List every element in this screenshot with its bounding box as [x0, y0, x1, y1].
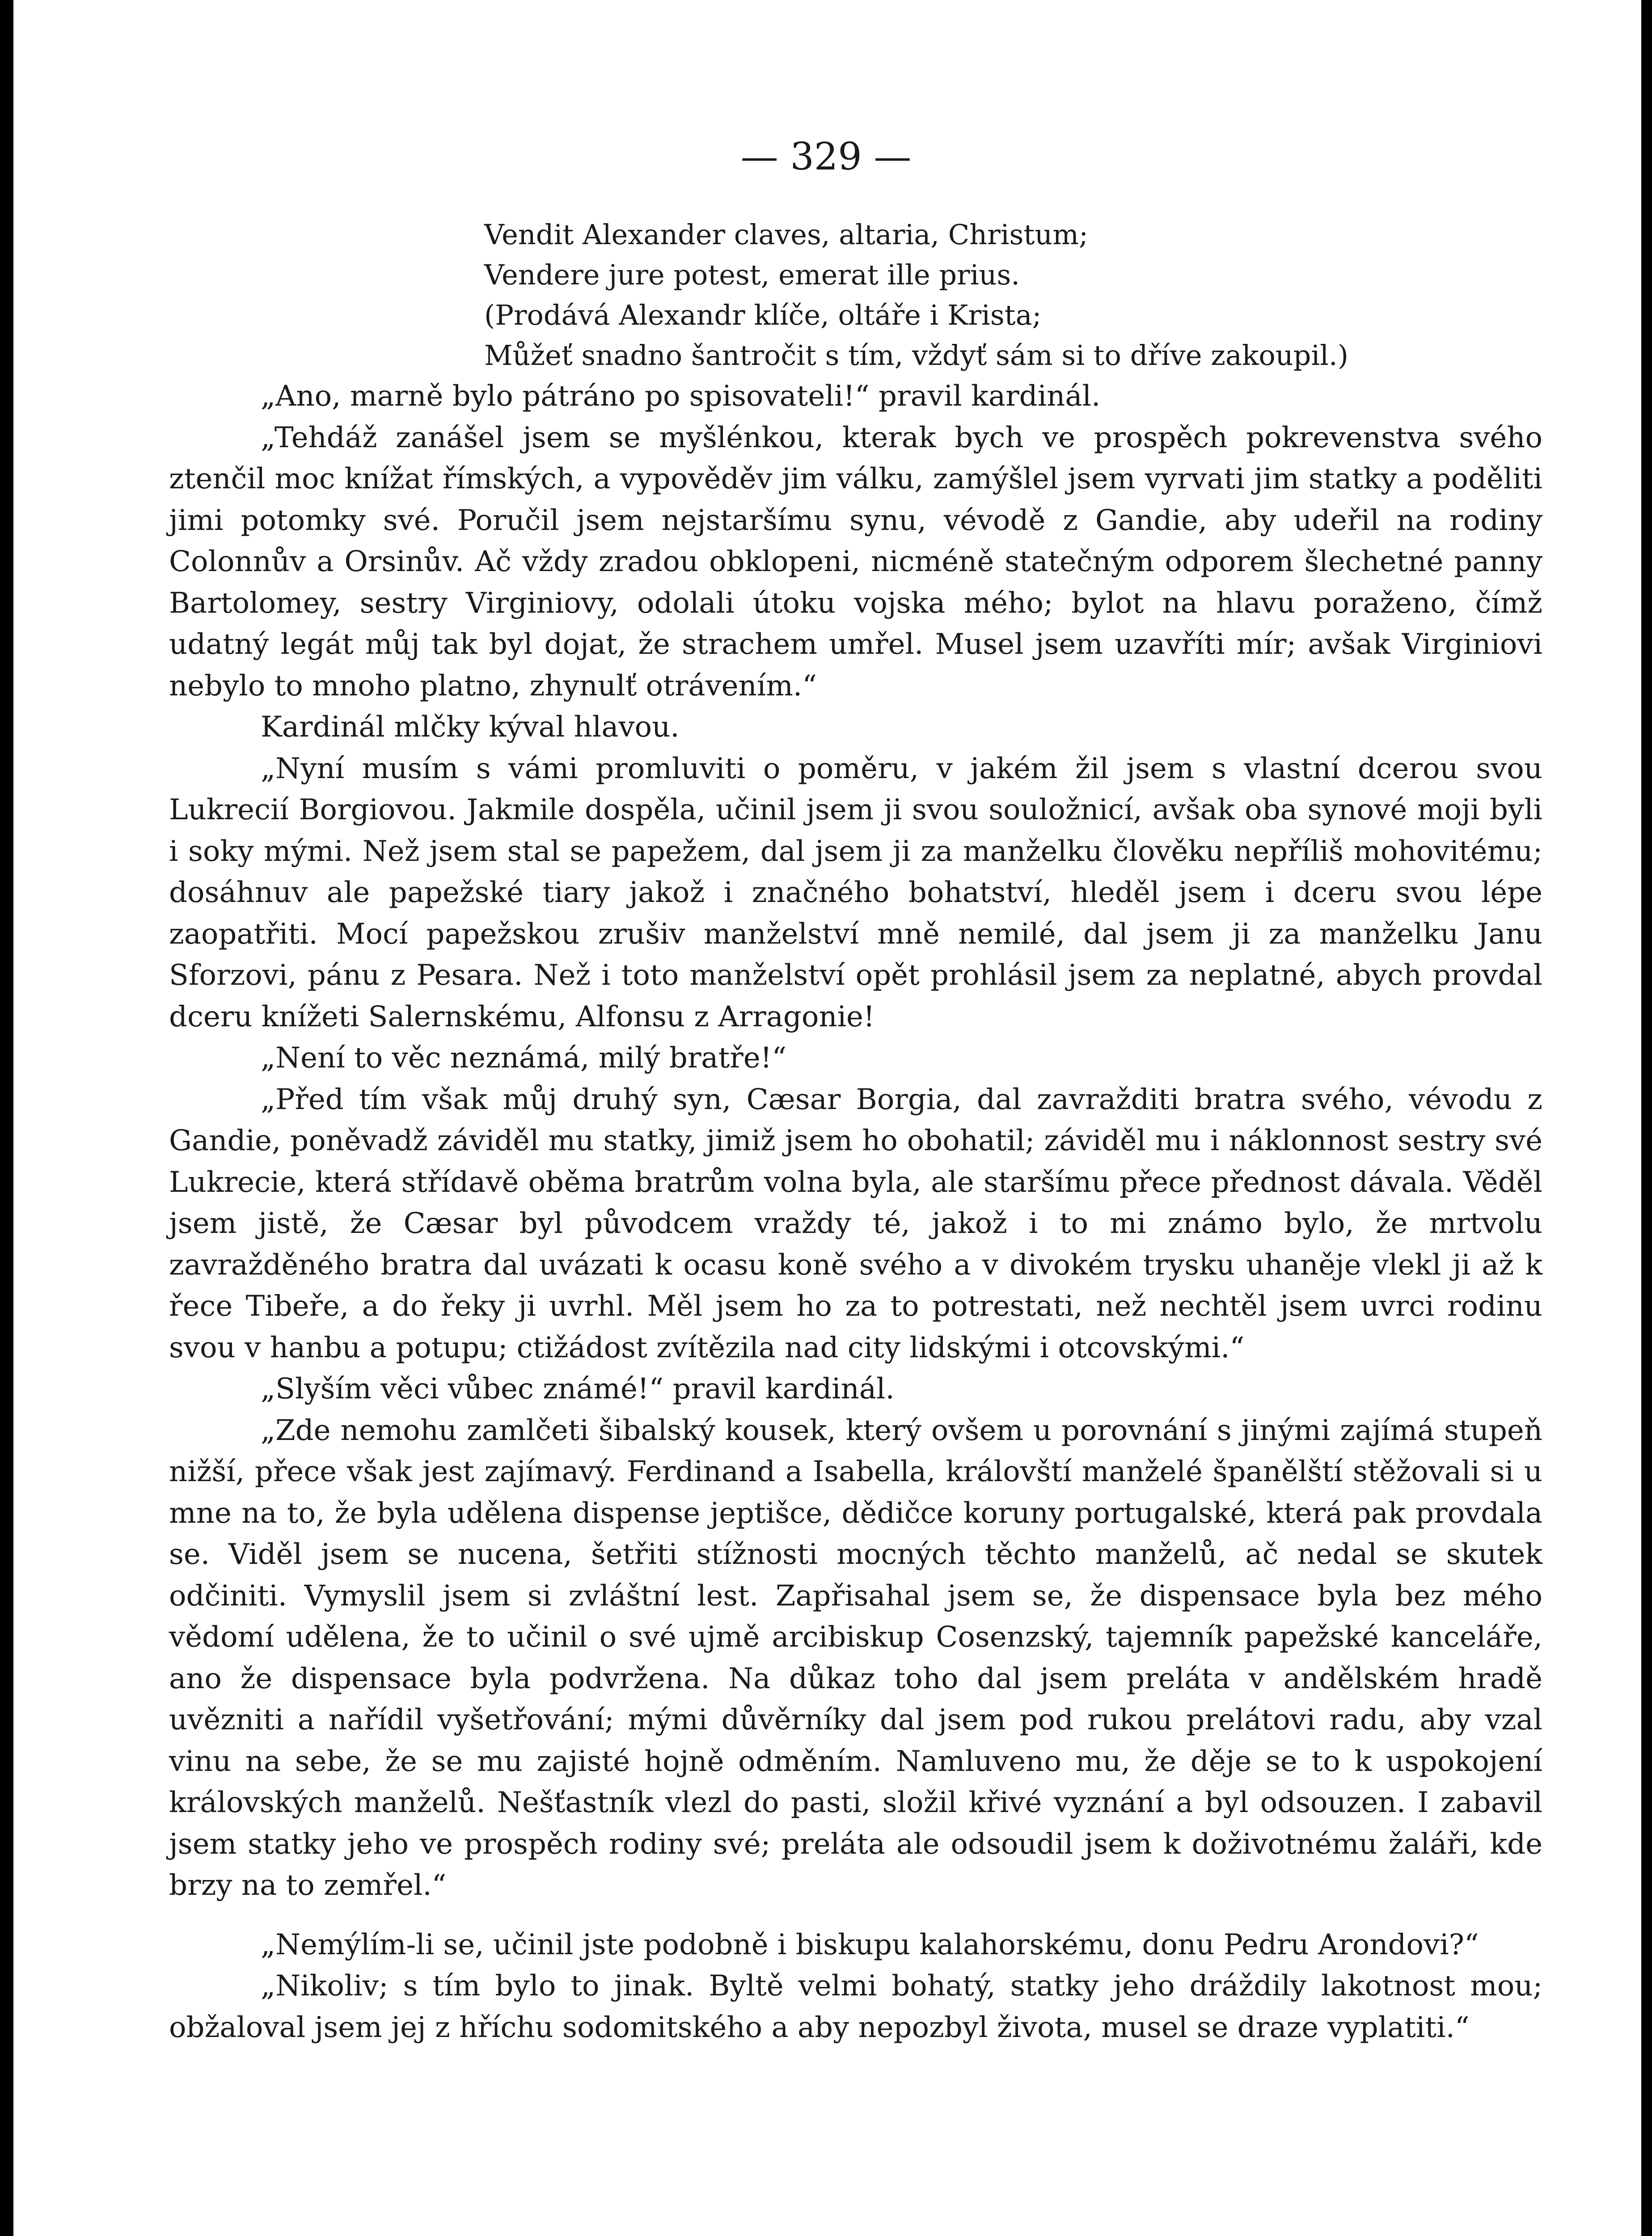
page-body	[169, 215, 1542, 2048]
paragraph: Kardinál mlčky kýval hlavou.	[261, 711, 680, 744]
scan-border-right	[1641, 0, 1652, 2236]
paragraph: „Zde nemohu zamlčeti šibalský kousek, který ovšem u porovnání s jinými zajímá stupeň nižší, přece však jest zajímavý. Ferdinand a Isabella, královští manželé španělští stěžovali si u mne na to, že byla udělena dispense jeptišce, dědičce koruny portugalské, která pak provdala se. Viděl jsem se nucena, šetřiti stížnosti mocných těchto manželů, ač nedal se skutek odčiniti. Vymyslil jsem si zvláštní lest. Zapřisahal jsem se, že dispensace byla bez mého vědomí udělena, že to učinil o své ujmě arcibiskup Cosenzský, tajemník papežské kanceláře, ano že dispensace byla podvržena. Na důkaz toho dal jsem preláta v andělském hradě uvězniti a nařídil vyšetřování; mými důvěrníky dal jsem pod rukou prelátovi radu, aby vzal vinu na sebe, že se mu zajisté hojně odměním. Namluveno mu, že děje se to k uspokojení královských manželů. Nešťastník vlezl do pasti, složil křivé vyznání a byl odsouzen. I zabavil jsem statky jeho ve prospěch rodiny své; preláta ale odsoudil jsem k doživotnému žaláři, kde brzy na to zemřel.“	[169, 1414, 1542, 1902]
paragraph: „Tehdáž zanášel jsem se myšlénkou, kterak bych ve prospěch pokrevenstva svého ztenčil moc knížat římských, a vypověděv jim válku, zamýšlel jsem vyrvati jim statky a poděliti jimi potomky své. Poručil jsem nejstaršímu synu, vévodě z Gandie, aby udeřil na rodiny Colonnův a Orsinův. Ač vždy zradou obklopeni, nicméně statečným odporem šlechetné panny Bartolomey, sestry Virginiovy, odolali útoku vojska mého; bylot na hlavu poraženo, čímž udatný legát můj tak byl dojat, že strachem umřel. Musel jsem uzavříti mír; avšak Virginiovi nebylo to mnoho platno, zhynulť otrávením.“	[169, 421, 1542, 703]
scan-border-left	[0, 0, 13, 2236]
verse-line: (Prodává Alexandr klíče, oltáře i Krista;	[484, 299, 1042, 331]
verse-line: Můžeť snadno šantročit s tím, vždyť sám si to dříve zakoupil.)	[484, 339, 1348, 372]
paragraph: „Nikoliv; s tím bylo to jinak. Byltě velmi bohatý, statky jeho dráždily lakotnost mou; obžaloval jsem jej z hříchu sodomitského a aby nepozbyl života, musel se draze vyplatiti.“	[169, 1969, 1542, 2044]
verse-line: Vendit Alexander claves, altaria, Christum;	[484, 218, 1088, 251]
latin-verse-quote	[484, 215, 1542, 376]
paragraph: „Před tím však můj druhý syn, Cæsar Borgia, dal zavražditi bratra svého, vévodu z Gandie, poněvadž záviděl mu statky, jimiž jsem ho obohatil; záviděl mu i náklonnost sestry své Lukrecie, která střídavě oběma bratrům volna byla, ale staršímu přece přednost dávala. Věděl jsem jistě, že Cæsar byl původcem vraždy té, jakož i to mi známo bylo, že mrtvolu zavražděného bratra dal uvázati k ocasu koně svého a v divokém trysku uhaněje vlekl ji až k řece Tibeře, a do řeky ji uvrhl. Měl jsem ho za to potrestati, než nechtěl jsem uvrci rodinu svou v hanbu a potupu; ctižádost zvítězila nad city lidskými i otcovskými.“	[169, 1083, 1542, 1364]
paragraph: „Nyní musím s vámi promluviti o poměru, v jakém žil jsem s vlastní dcerou svou Lukrecií Borgiovou. Jakmile dospěla, učinil jsem ji svou souložnicí, avšak oba synové moji byli i soky mými. Než jsem stal se papežem, dal jsem ji za manželku člověku nepříliš mohovitému; dosáhnuv ale papežské tiary jakož i značného bohatství, hleděl jsem i dceru svou lépe zaopatřiti. Mocí papežskou zrušiv manželství mně nemilé, dal jsem ji za manželku Janu Sforzovi, pánu z Pesara. Než i toto manželství opět prohlásil jsem za neplatné, abych provdal dceru knížeti Salernskému, Alfonsu z Arragonie!	[169, 752, 1542, 1033]
paragraph: „Ano, marně bylo pátráno po spisovateli!“ pravil kardinál.	[261, 380, 1101, 413]
paragraph: „Není to věc neznámá, milý bratře!“	[261, 1042, 787, 1075]
paragraph: „Nemýlím-li se, učinil jste podobně i biskupu kalahorskému, donu Pedru Arondovi?“	[261, 1928, 1479, 1961]
paragraph: „Slyším věci vůbec známé!“ pravil kardinál.	[261, 1372, 895, 1406]
page-number: — 329 —	[740, 135, 912, 178]
verse-line: Vendere jure potest, emerat ille prius.	[484, 258, 1020, 291]
